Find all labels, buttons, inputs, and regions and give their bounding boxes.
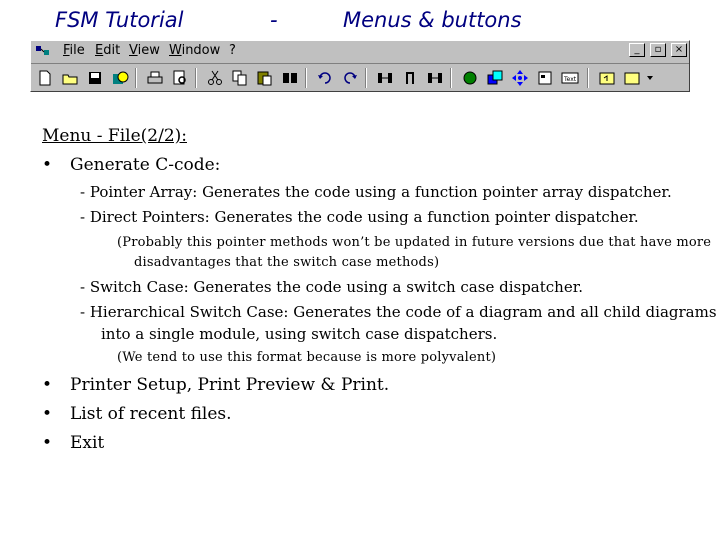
title-separator: - <box>270 8 278 32</box>
note-text: disadvantages that the switch case methods) <box>134 255 440 270</box>
list-item-text: Exit <box>70 433 105 453</box>
save-icon[interactable] <box>83 67 106 89</box>
slide-title: FSM Tutorial <box>55 8 184 32</box>
menu-help[interactable]: ? <box>229 43 236 58</box>
toolbar-separator <box>587 68 589 88</box>
menu-bar <box>31 41 689 61</box>
copy-icon[interactable] <box>228 67 251 89</box>
menu-file[interactable]: File <box>63 43 85 58</box>
print-preview-icon[interactable] <box>168 67 191 89</box>
menu-view[interactable]: View <box>129 43 160 58</box>
note-text: (We tend to use this format because is more polyvalent) <box>117 350 497 365</box>
toolbar-separator <box>195 68 197 88</box>
state-icon[interactable] <box>458 67 481 89</box>
new-document-icon[interactable] <box>33 67 56 89</box>
restore-button[interactable]: ▫ <box>650 43 666 57</box>
sub-item-direct-pointers: - Direct Pointers: Generates the code using a function pointer dispatcher. <box>80 208 639 226</box>
note-text: (Probably this pointer methods won’t be updated in future versions due that have more <box>117 235 712 250</box>
text-icon[interactable] <box>558 67 581 89</box>
align-right-icon[interactable] <box>423 67 446 89</box>
save-all-icon[interactable] <box>108 67 131 89</box>
open-folder-icon[interactable] <box>58 67 81 89</box>
find-icon[interactable] <box>278 67 301 89</box>
bullet-marker: • <box>42 375 53 395</box>
transition-icon[interactable] <box>483 67 506 89</box>
slide-subtitle: Menus & buttons <box>343 8 522 32</box>
sub-item-pointer-array: - Pointer Array: Generates the code using a function pointer array dispatcher. <box>80 183 672 201</box>
sub-item-hierarchical-switch-case: - Hierarchical Switch Case: Generates the code of a diagram and all child diagrams <box>80 303 717 321</box>
bullet-marker: • <box>42 404 53 424</box>
list-item-text: List of recent files. <box>70 404 232 424</box>
redo-icon[interactable] <box>338 67 361 89</box>
open-diagram-icon[interactable] <box>620 67 643 89</box>
toolbar-separator <box>305 68 307 88</box>
section-heading: Menu - File(2/2): <box>42 126 187 146</box>
paste-icon[interactable] <box>253 67 276 89</box>
cut-icon[interactable] <box>203 67 226 89</box>
align-center-icon[interactable] <box>398 67 421 89</box>
parent-diagram-icon[interactable] <box>595 67 618 89</box>
application-window-bar <box>30 40 690 92</box>
bullet-marker: • <box>42 155 53 175</box>
print-icon[interactable] <box>143 67 166 89</box>
menu-edit[interactable]: Edit <box>95 43 121 58</box>
list-item-text: Printer Setup, Print Preview & Print. <box>70 375 390 395</box>
undo-icon[interactable] <box>313 67 336 89</box>
menu-window[interactable]: Window <box>169 43 221 58</box>
bullet-marker: • <box>42 433 53 453</box>
properties-icon[interactable] <box>533 67 556 89</box>
move-icon[interactable] <box>508 67 531 89</box>
toolbar-separator <box>135 68 137 88</box>
sub-item-switch-case: - Switch Case: Generates the code using a switch case dispatcher. <box>80 278 583 296</box>
list-item-text: Generate C-code: <box>70 155 221 175</box>
minimize-button[interactable]: _ <box>629 43 645 57</box>
align-left-icon[interactable] <box>373 67 396 89</box>
svg-text:Text: Text <box>563 76 576 83</box>
close-button[interactable]: × <box>671 43 687 57</box>
toolbar-separator <box>365 68 367 88</box>
toolbar <box>31 63 689 92</box>
app-icon[interactable] <box>35 44 51 58</box>
sub-item-hierarchical-continuation: into a single module, using switch case dispatchers. <box>101 325 498 343</box>
toolbar-separator <box>450 68 452 88</box>
dropdown-icon[interactable] <box>643 67 657 89</box>
